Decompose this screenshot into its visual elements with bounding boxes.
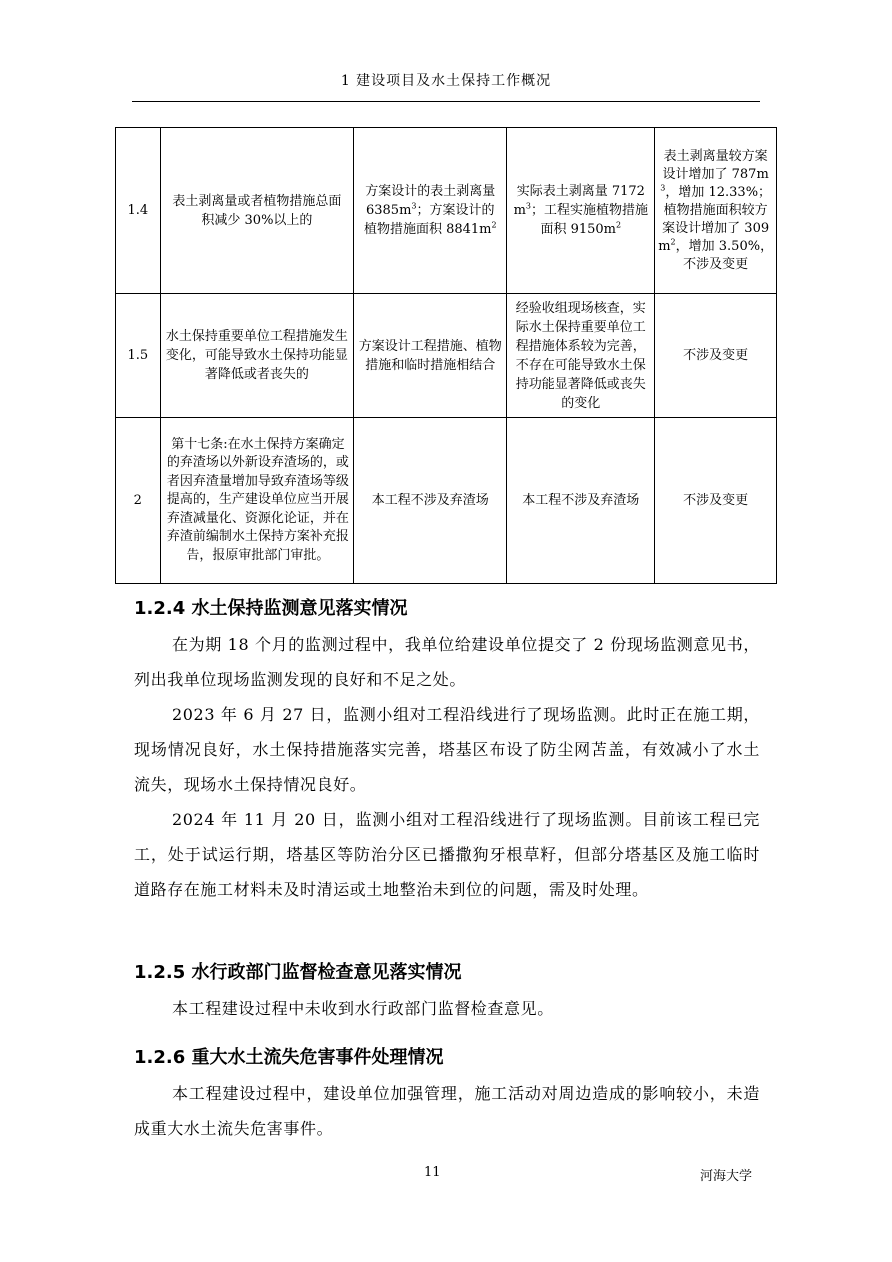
- row-number: 1.4: [116, 128, 161, 294]
- paragraph: 在为期 18 个月的监测过程中，我单位给建设单位提交了 2 份现场监测意见书，列出我单位现场监测发现的良好和不足之处。: [134, 635, 760, 689]
- table-row: [116, 418, 777, 584]
- actual-cell: 本工程不涉及弃渣场: [507, 418, 655, 584]
- actual-cell: 实际表土剥离量 $7172m^3$；工程实施植物措施面积 $9150m^2$: [507, 128, 655, 294]
- section-heading: 1.2.4 水土保持监测意见落实情况: [134, 598, 408, 619]
- change-assessment-table: [115, 127, 777, 584]
- table-row: [116, 128, 777, 294]
- plan-cell: 本工程不涉及弃渣场: [354, 418, 507, 584]
- condition-cell: 水土保持重要单位工程措施发生变化，可能导致水土保持功能显著降低或者丧失的: [160, 294, 354, 418]
- footer-organization: 河海大学: [700, 1169, 753, 1184]
- row-number: 1.5: [116, 294, 161, 418]
- actual-cell: 经验收组现场核查，实际水土保持重要单位工程措施体系较为完善，不存在可能导致水土保持功能显著降低或丧失的变化: [507, 294, 655, 418]
- plan-cell: 方案设计工程措施、植物措施和临时措施相结合: [354, 294, 507, 418]
- section-heading: 1.2.6 重大水土流失危害事件处理情况: [134, 1047, 444, 1068]
- result-cell: 表土剥离量较方案设计增加了 $787m^3$，增加 12.33%；植物措施面积较方案设计增加了 $309m^2$，增加 3.50%，不涉及变更: [655, 128, 777, 294]
- result-cell: 不涉及变更: [655, 294, 777, 418]
- paragraph: 本工程建设过程中未收到水行政部门监督检查意见。: [172, 999, 554, 1018]
- paragraph: 本工程建设过程中，建设单位加强管理，施工活动对周边造成的影响较小，未造成重大水土流失危害事件。: [134, 1084, 760, 1138]
- section-heading: 1.2.5 水行政部门监督检查意见落实情况: [134, 962, 462, 983]
- paragraph: 2023 年 6 月 27 日，监测小组对工程沿线进行了现场监测。此时正在施工期，现场情况良好，水土保持措施落实完善，塔基区布设了防尘网苫盖，有效减小了水土流失，现场水土保持情况良好。: [134, 705, 760, 794]
- result-cell: 不涉及变更: [655, 418, 777, 584]
- page-number: 11: [424, 1165, 441, 1180]
- plan-cell: 方案设计的表土剥离量 $6385m^3$；方案设计的植物措施面积 $8841m^2$: [354, 128, 507, 294]
- paragraph: 2024 年 11 月 20 日，监测小组对工程沿线进行了现场监测。目前该工程已完工，处于试运行期，塔基区等防治分区已播撒狗牙根草籽，但部分塔基区及施工临时道路存在施工材料未及时清运或土地整治未到位的问题，需及时处理。: [134, 810, 760, 899]
- row-number: 2: [116, 418, 161, 584]
- header-rule: [132, 101, 760, 102]
- condition-cell: 第十七条:在水土保持方案确定的弃渣场以外新设弃渣场的，或者因弃渣量增加导致弃渣场等级提高的，生产建设单位应当开展弃渣减量化、资源化论证，并在弃渣前编制水土保持方案补充报告，报原审批部门审批。: [160, 418, 354, 584]
- table-row: [116, 294, 777, 418]
- page-header: 1 建设项目及水土保持工作概况: [340, 73, 552, 89]
- condition-cell: 表土剥离量或者植物措施总面积减少 30%以上的: [160, 128, 354, 294]
